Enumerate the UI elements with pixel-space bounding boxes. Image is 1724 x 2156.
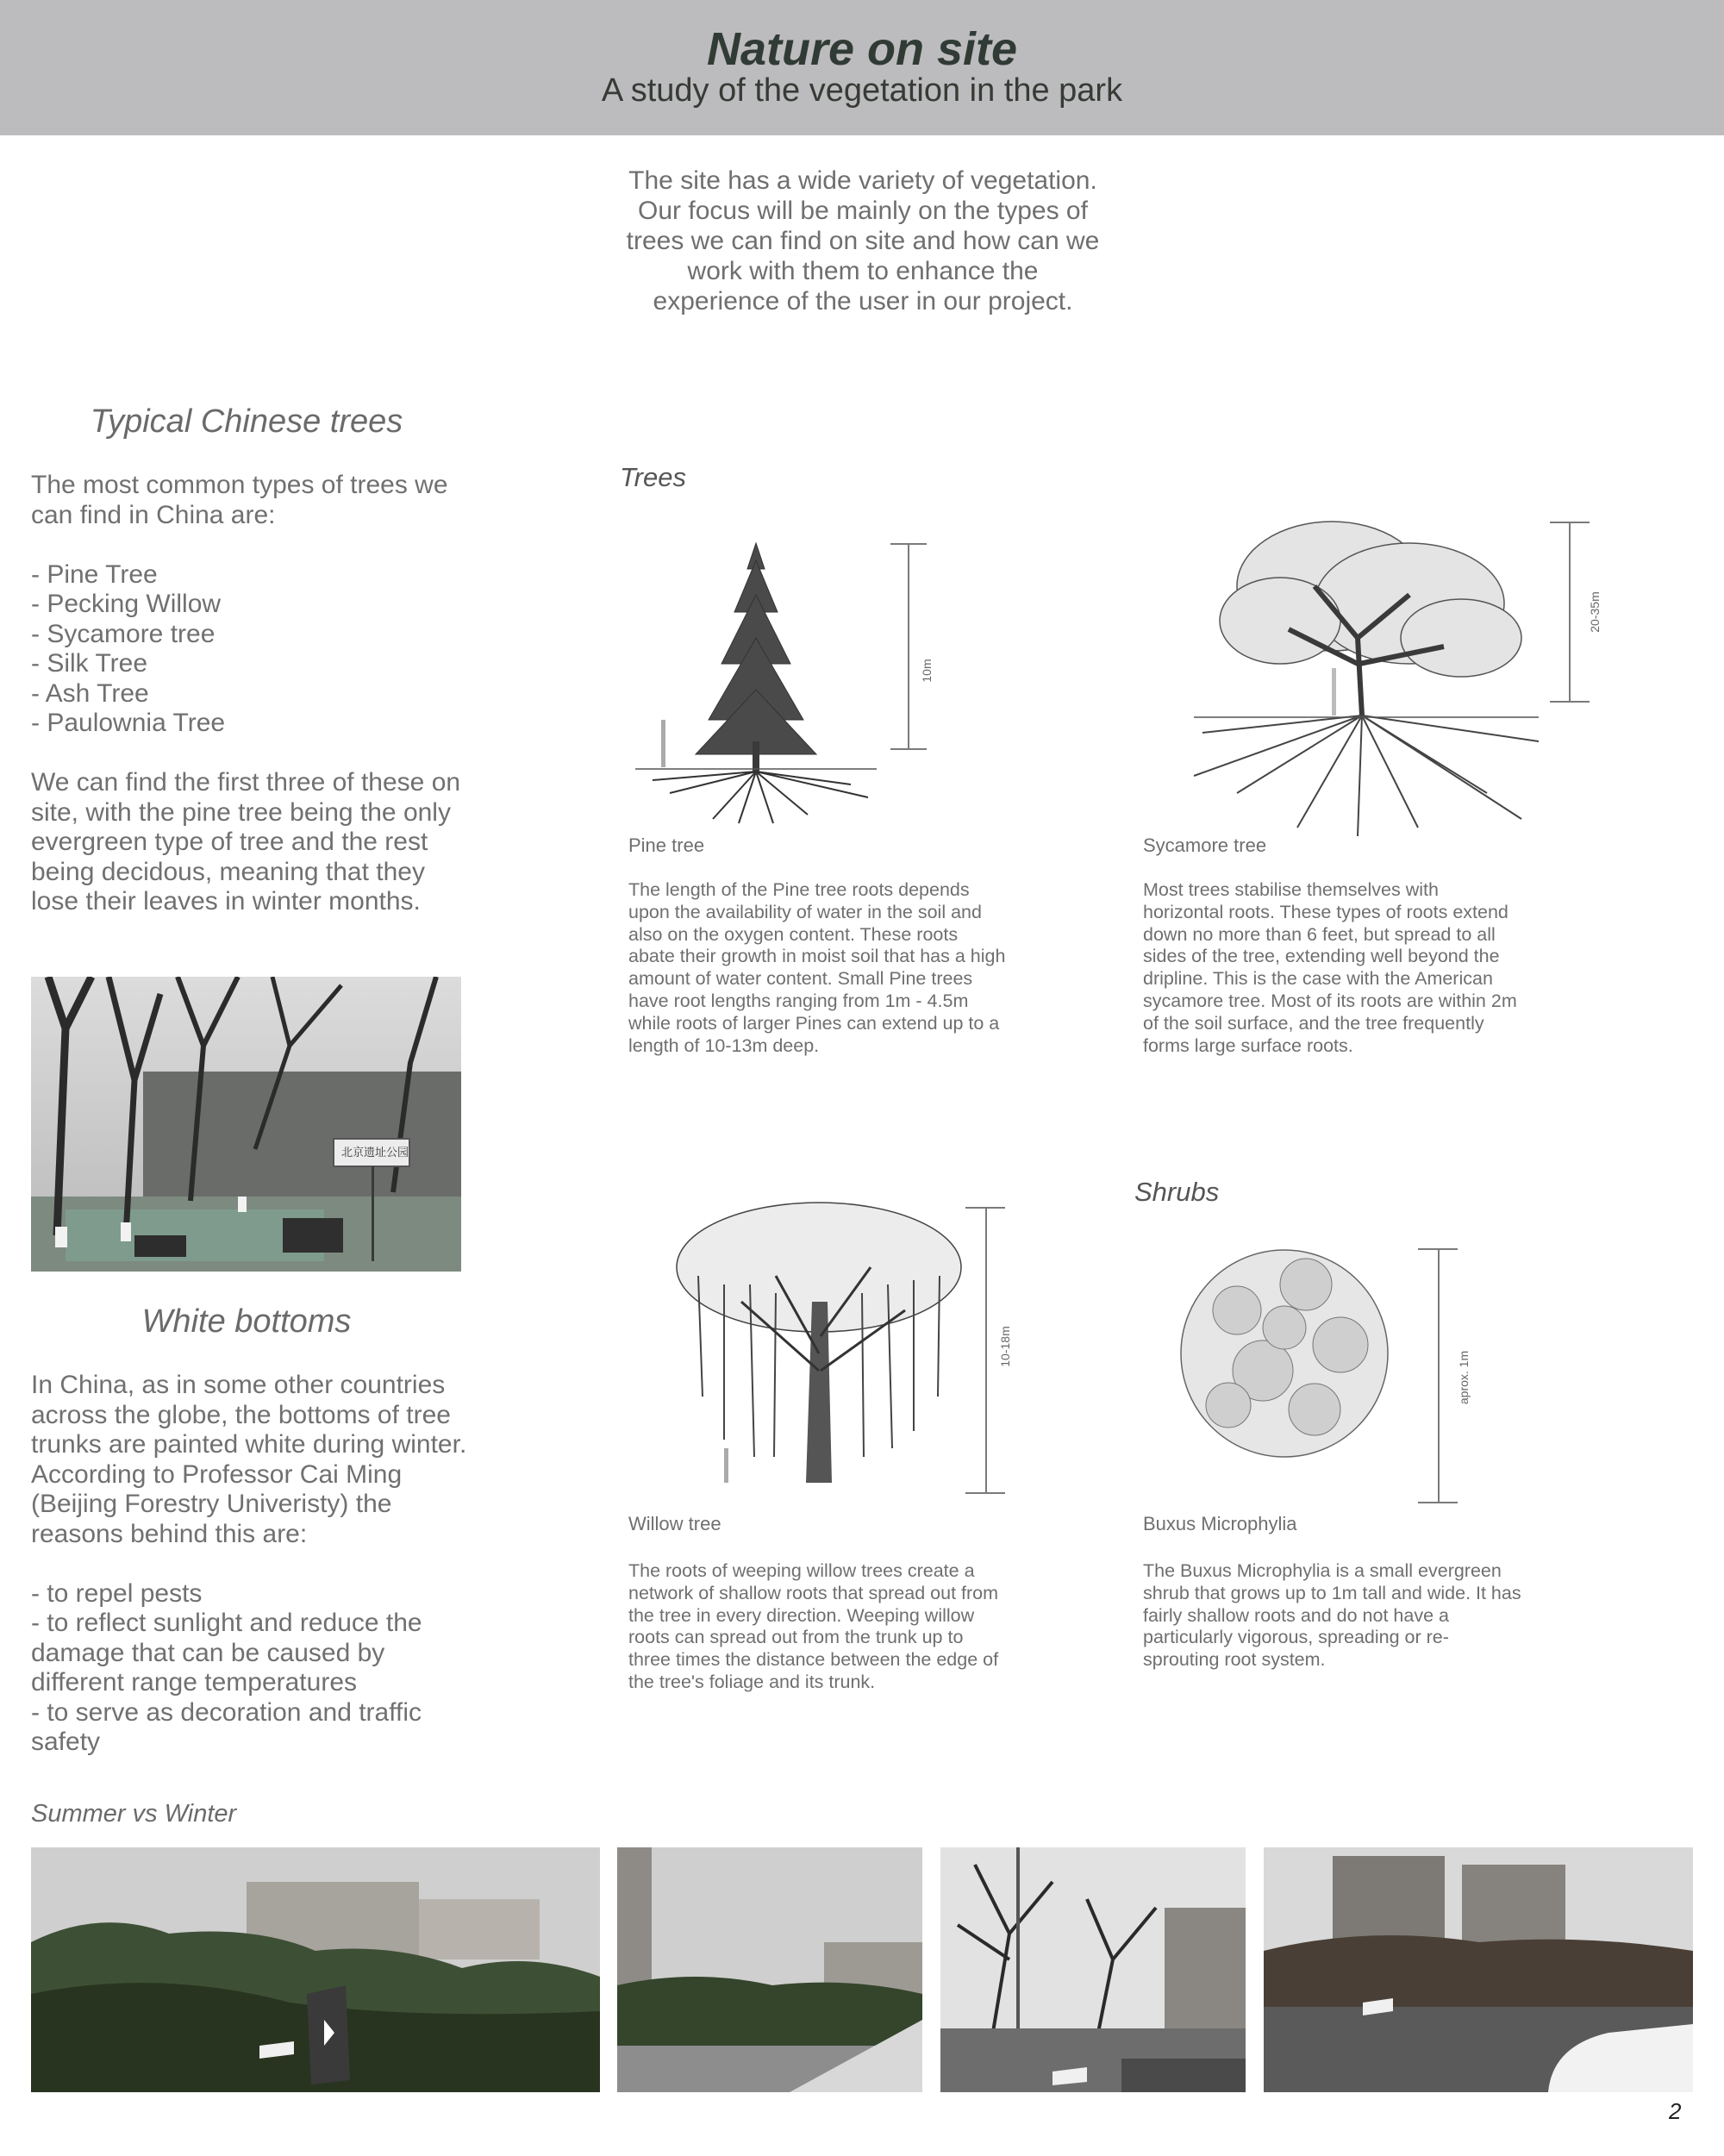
- page-title: Nature on site: [706, 23, 1018, 75]
- pine-caption: Pine tree: [628, 834, 705, 856]
- shrubs-section-label: Shrubs: [1134, 1177, 1220, 1207]
- white-bottoms-body: In China, as in some other countries across the globe, the bottoms of tree trunks are painted white during winter. According to Professor Cai Ming (Beijing Forestry Univeristy) the reasons behind this are: - to repel pests - to reflect sunlight and reduce the damage that can be caused by different range temperatures - to serve as decoration and traffic safety: [31, 1371, 467, 1756]
- buxus-scale-tick-top: [1418, 1248, 1458, 1250]
- page-number: 2: [1669, 2098, 1682, 2124]
- willow-scale-tick-bottom: [965, 1492, 1005, 1494]
- pine-scale-bar: [908, 543, 909, 750]
- white-bottoms-heading: White bottoms: [141, 1303, 352, 1340]
- pine-scale-tick-top: [890, 543, 927, 545]
- summer-winter-label: Summer vs Winter: [31, 1800, 237, 1828]
- buxus-scale-tick-bottom: [1418, 1502, 1458, 1503]
- buxus-description: The Buxus Microphylia is a small evergreen shrub that grows up to 1m tall and wide. It has fairly shallow roots and do not have a particularly vigorous, spreading or re-sprouting root system.: [1143, 1560, 1521, 1671]
- intro-paragraph: The site has a wide variety of vegetation. Our focus will be mainly on the types of trees we can find on site and how can we work with them to enhance the experience of the user in our project.: [626, 166, 1100, 316]
- pine-scale-label: 10m: [920, 659, 934, 683]
- sycamore-description: Most trees stabilise themselves with horizontal roots. These types of roots extend down no more than 6 feet, but spread to all sides of the tree, extending well beyond the dripline. This is the case with the American sycamore tree. Most of its roots are within 2m of the soil surface, and the tree frequently forms large surface roots.: [1143, 879, 1517, 1056]
- winter-photo-2: [1264, 1847, 1693, 2092]
- sycamore-tree-illustration: [1185, 517, 1547, 845]
- typical-trees-body: The most common types of trees we can find in China are: - Pine Tree - Pecking Willow - Sycamore tree - Silk Tree - Ash Tree - Paulownia Tree We can find the first three of these on site, with the pine tree being the only evergreen type of tree and the rest being decidous, meaning that they lose their leaves in winter months.: [31, 471, 461, 916]
- typical-trees-heading: Typical Chinese trees: [90, 403, 403, 440]
- pine-description: The length of the Pine tree roots depends upon the availability of water in the soil and also on the oxygen content. These roots abate their growth in moist soil that has a high amount of water content. Small Pine trees have root lengths ranging from 1m - 4.5m while roots of larger Pines can extend up to a length of 10-13m deep.: [628, 879, 1006, 1056]
- buxus-scale-label: aprox. 1m: [1457, 1350, 1471, 1405]
- willow-tree-illustration: [664, 1198, 983, 1491]
- buxus-shrub-illustration: [1168, 1224, 1401, 1483]
- page-subtitle: A study of the vegetation in the park: [601, 72, 1123, 109]
- summer-photo-1: [31, 1847, 600, 2092]
- winter-photo-1: [940, 1847, 1246, 2092]
- buxus-caption: Buxus Microphylia: [1143, 1513, 1297, 1534]
- buxus-scale-bar: [1438, 1248, 1440, 1503]
- park-photo: [31, 977, 461, 1272]
- willow-caption: Willow tree: [628, 1513, 721, 1534]
- park-sign-text: 北京遗址公园: [341, 1147, 409, 1159]
- willow-scale-bar: [985, 1207, 987, 1494]
- pine-tree-illustration: [635, 534, 946, 828]
- willow-description: The roots of weeping willow trees create a network of shallow roots that spread out from the tree in every direction. Weeping willow roots can spread out from the trunk up to three times the distance between the edge of the tree's foliage and its trunk.: [628, 1560, 999, 1692]
- summer-photo-2: [617, 1847, 922, 2092]
- trees-section-label: Trees: [620, 462, 686, 492]
- willow-scale-label: 10-18m: [998, 1326, 1012, 1367]
- sycamore-scale-bar: [1569, 522, 1571, 703]
- sycamore-caption: Sycamore tree: [1143, 834, 1267, 856]
- sycamore-scale-label: 20-35m: [1588, 591, 1602, 633]
- willow-scale-tick-top: [965, 1207, 1005, 1209]
- sycamore-scale-tick-top: [1550, 522, 1590, 523]
- sycamore-scale-tick-bottom: [1550, 701, 1590, 703]
- pine-scale-tick-bottom: [890, 748, 927, 750]
